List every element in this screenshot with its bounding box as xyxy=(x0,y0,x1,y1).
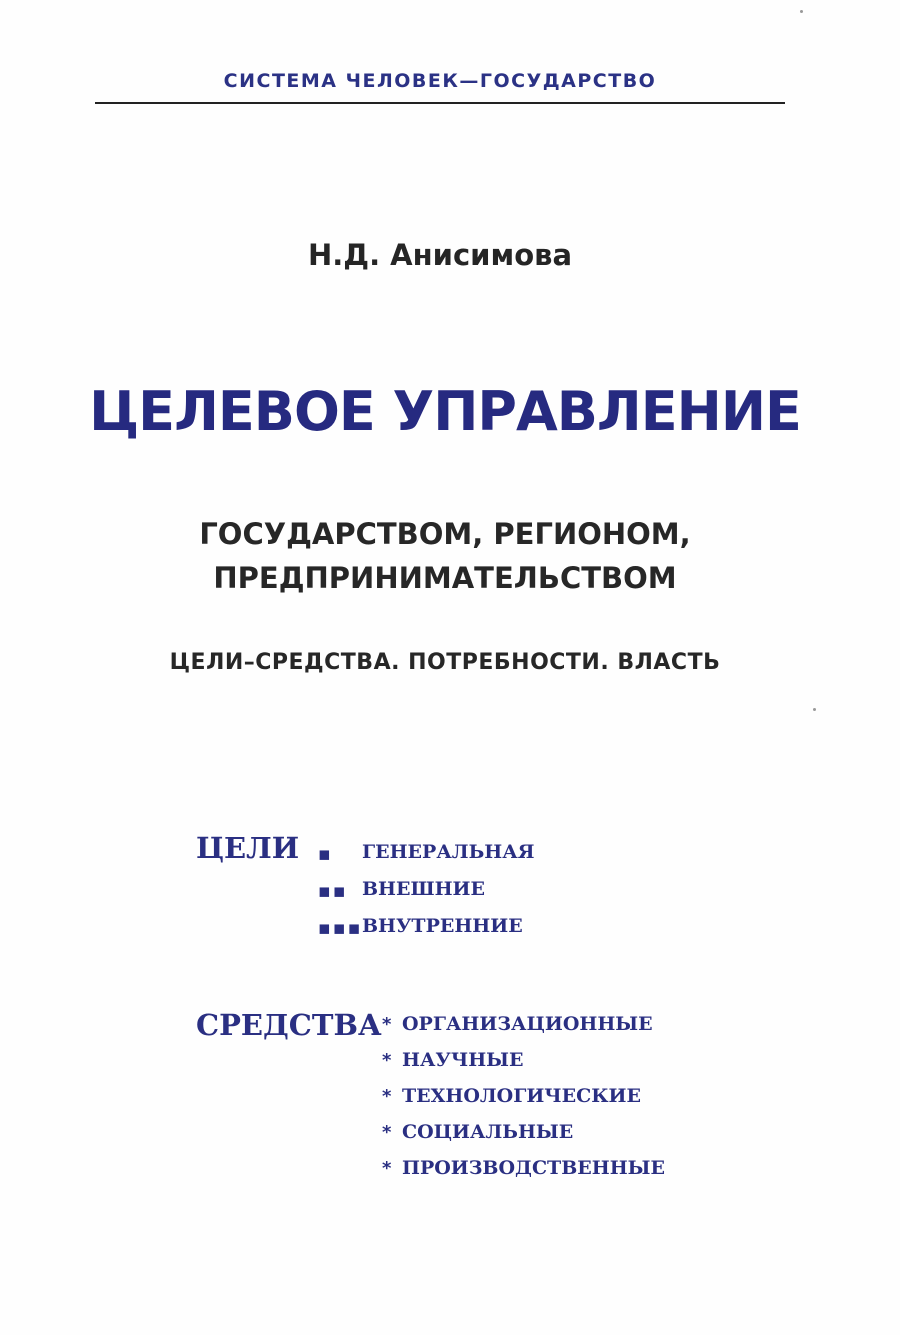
subtitle-line-1: ГОСУДАРСТВОМ, РЕГИОНОМ, xyxy=(199,517,691,551)
asterisk-bullet: * xyxy=(382,1158,392,1179)
means-item-social: * СОЦИАЛЬНЫЕ xyxy=(382,1121,574,1143)
paper-speck xyxy=(800,10,803,13)
subtitle-line-2: ПРЕДПРИНИМАТЕЛЬСТВОМ xyxy=(213,561,677,595)
goal-bullet-2: ▪▪ xyxy=(318,880,348,902)
goal-bullet-3: ▪▪▪ xyxy=(318,917,363,939)
series-divider xyxy=(95,102,785,104)
goal-item-internal: ВНУТРЕННИЕ xyxy=(362,915,523,937)
goal-item-general: ГЕНЕРАЛЬНАЯ xyxy=(362,841,535,863)
asterisk-bullet: * xyxy=(382,1122,392,1143)
book-subtitle xyxy=(0,512,890,600)
series-title: СИСТЕМА ЧЕЛОВЕК—ГОСУДАРСТВО xyxy=(223,70,657,92)
goal-item-external: ВНЕШНИЕ xyxy=(362,878,485,900)
means-item-organizational: * ОРГАНИЗАЦИОННЫЕ xyxy=(382,1013,653,1035)
means-item-technological: * ТЕХНОЛОГИЧЕСКИЕ xyxy=(382,1085,641,1107)
book-title: ЦЕЛЕВОЕ УПРАВЛЕНИЕ xyxy=(89,380,801,443)
means-item-scientific: * НАУЧНЫЕ xyxy=(382,1049,524,1071)
asterisk-bullet: * xyxy=(382,1014,392,1035)
means-item-industrial: * ПРОИЗВОДСТВЕННЫЕ xyxy=(382,1157,665,1179)
means-label: СРЕДСТВА xyxy=(196,1008,382,1042)
asterisk-bullet: * xyxy=(382,1050,392,1071)
goal-bullet-1: ▪ xyxy=(318,843,333,865)
author-name: Н.Д. Анисимова xyxy=(307,238,573,272)
paper-speck xyxy=(813,708,816,711)
asterisk-bullet: * xyxy=(382,1086,392,1107)
goals-label: ЦЕЛИ xyxy=(196,831,300,865)
book-tagline: ЦЕЛИ–СРЕДСТВА. ПОТРЕБНОСТИ. ВЛАСТЬ xyxy=(169,650,721,675)
